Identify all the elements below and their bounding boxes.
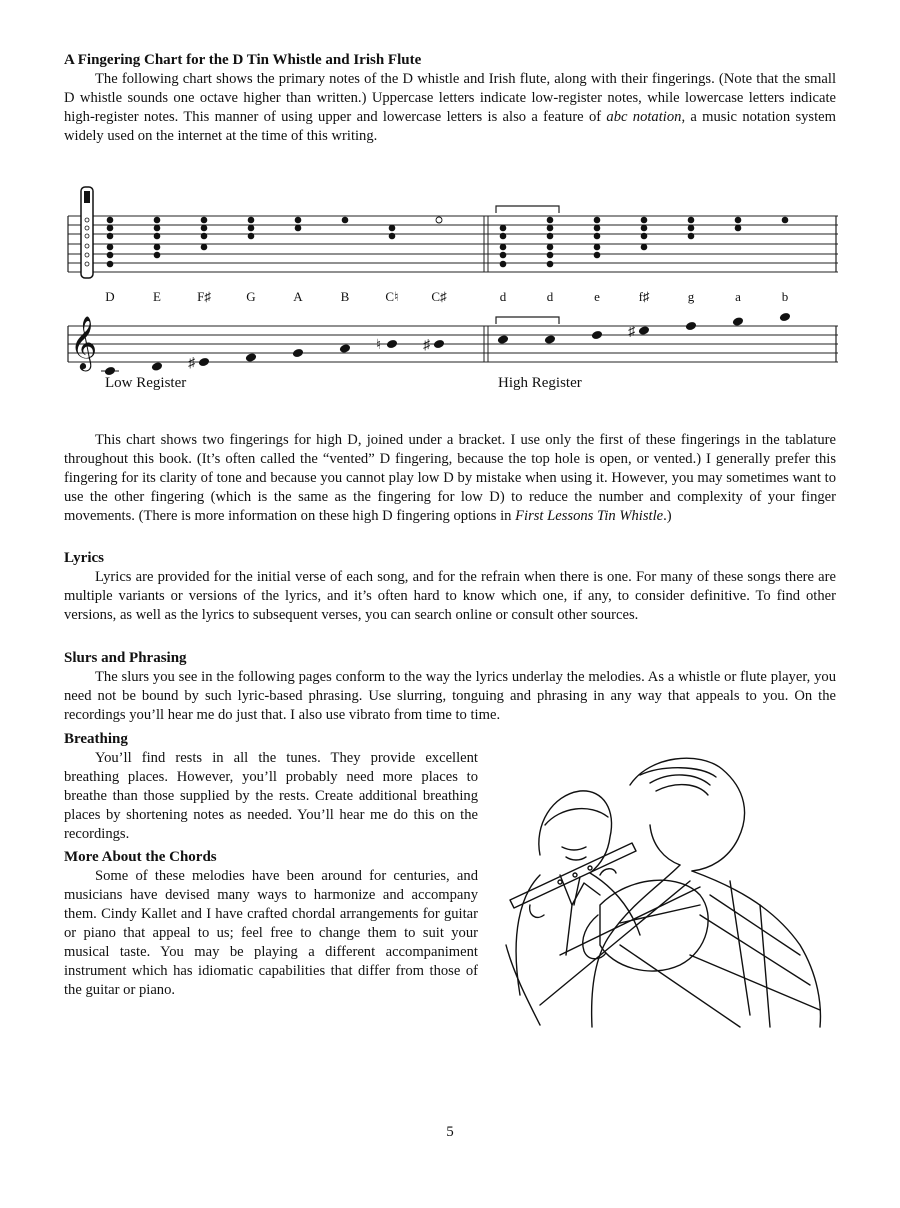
fingering-dot <box>248 225 255 232</box>
note-head <box>433 339 445 350</box>
note-head <box>339 343 351 354</box>
note-head <box>591 330 603 341</box>
fingering-dot <box>154 252 161 259</box>
fingering-dot <box>201 217 208 224</box>
fingering-dot <box>342 217 349 224</box>
note-head <box>198 357 210 368</box>
fingering-dot <box>107 225 114 232</box>
accidental: ♯ <box>188 356 195 371</box>
page-number: 5 <box>446 1124 454 1140</box>
note-label: d <box>546 289 554 304</box>
note-head <box>638 325 650 336</box>
slurs-heading: Slurs and Phrasing <box>64 650 187 666</box>
low-register-label: Low Register <box>105 375 187 391</box>
flutist-hair <box>545 809 608 825</box>
accidental: ♯ <box>628 324 635 340</box>
note-head <box>685 321 697 332</box>
intro-text-a: The following chart shows the primary notes of the D whistle and Irish flute, along with their fingerings. (Note that the small D whistle sounds one octave higher than written.) Uppercase letters indicate low-register notes, while lowercase letters indicate high-register notes. This manner of using upper and lowercase letters is also a feature of <box>64 71 836 125</box>
fingering-dot <box>107 244 114 251</box>
fingering-chart-heading: A Fingering Chart for the D Tin Whistle and Irish Flute <box>64 52 422 68</box>
chords-paragraph: Some of these melodies have been around for centuries, and musicians have devised many ways to harmonize and accompany them. Cindy Kallet and I have crafted chordal arrangements for guitar or piano that appeal to us; feel free to change them to suit your musical taste. You may be playing a different accompaniment instrument which has idiomatic capabilities that differ from those of the guitar or piano. <box>64 868 478 998</box>
note-labels <box>105 289 788 304</box>
fingering-dot <box>735 217 742 224</box>
fingering-dot <box>500 225 507 232</box>
high-d-bracket-staff <box>496 317 559 324</box>
intro-paragraph <box>64 70 836 146</box>
fingering-dot <box>154 233 161 240</box>
fingering-dot <box>201 244 208 251</box>
fingering-dot <box>389 233 396 240</box>
breathing-paragraph: You’ll find rests in all the tunes. They provide excellent breathing places. However, you’ll probably need more places to breathe than those supplied by the rests. Create additional breathing places by shortening notes as needed. You’ll hear me do this on the recordings. <box>64 750 478 842</box>
fingering-dot <box>154 225 161 232</box>
fingering-dot <box>295 225 302 232</box>
fingering-dot <box>107 233 114 240</box>
chords-heading: More About the Chords <box>64 849 217 865</box>
fingering-dot <box>201 233 208 240</box>
fingering-dot <box>389 225 396 232</box>
note-head <box>386 339 398 350</box>
lyrics-paragraph: Lyrics are provided for the initial verse of each song, and for the refrain when there is one. For many of these songs there are multiple variants or versions of the lyrics, and it’s often hard to know which one, if any, to consider definitive. To find other versions, as well as the lyrics to subsequent verses, you can search online or consult other sources. <box>64 569 836 623</box>
fingering-dot <box>641 217 648 224</box>
high-register-label: High Register <box>498 375 582 391</box>
note-label: C♯ <box>431 289 447 304</box>
abc-notation-term: abc notation <box>606 109 682 125</box>
note-head <box>245 352 257 363</box>
accidental: ♮ <box>376 338 382 353</box>
fingering-dot <box>500 252 507 259</box>
note-label: B <box>340 289 350 304</box>
fingering-dot <box>688 233 695 240</box>
fingering-dot <box>547 261 554 268</box>
note-label: E <box>153 289 161 304</box>
fingering-dot <box>201 225 208 232</box>
note-label: b <box>781 289 789 304</box>
fingering-dot <box>154 244 161 251</box>
fingering-dot <box>735 225 742 232</box>
high-d-bracket-tab <box>496 206 559 213</box>
accidental: ♯ <box>423 338 430 353</box>
fingering-dot <box>154 217 161 224</box>
fingering-dot <box>547 217 554 224</box>
lyrics-heading: Lyrics <box>64 550 104 566</box>
note-label: d <box>499 289 507 304</box>
fingering-dot <box>500 261 507 268</box>
fingering-dot <box>594 225 601 232</box>
whistle-icon <box>81 187 93 278</box>
note-head <box>292 348 304 359</box>
fingering-dot <box>594 217 601 224</box>
slurs-paragraph: The slurs you see in the following pages conform to the way the lyrics underlay the melodies. As a whistle or flute player, you need not be bound by such lyric-based phrasing. Use slurring, tonguing and phrasing in any way that appeals to you. On the recordings you’ll hear me do just that. I also use vibrato from time to time. <box>64 669 836 723</box>
fingering-dot <box>248 217 255 224</box>
intro-text-b: , a music notation system widely used on the internet at the time of this writing. <box>64 109 836 144</box>
note-head <box>779 312 791 323</box>
high-d-paragraph <box>64 431 836 526</box>
fingering-dot <box>594 244 601 251</box>
fingering-chart <box>60 180 840 395</box>
note-label: e <box>594 289 600 304</box>
note-label: A <box>293 289 303 304</box>
note-head <box>151 361 163 372</box>
fingering-dot <box>248 233 255 240</box>
fingering-dot <box>500 244 507 251</box>
fingering-dot <box>688 217 695 224</box>
fingering-dot <box>107 252 114 259</box>
fingering-dot <box>295 217 302 224</box>
fingering-dot <box>782 217 789 224</box>
fingering-dot <box>547 233 554 240</box>
fingering-dot <box>107 261 114 268</box>
note-label: a <box>735 289 741 304</box>
book-title: First Lessons Tin Whistle <box>515 508 664 524</box>
fingering-dot <box>641 244 648 251</box>
note-head <box>497 334 509 345</box>
high-d-text-a: This chart shows two fingerings for high D, joined under a bracket. I use only the first of these fingerings in the tablature throughout this book. (It’s often called the “vented” D fingering, because the top hole is open, or vented.) I generally prefer this fingering for its clarity of tone and because you cannot play low D by mistake when using it. However, you may sometimes want to use the other fingering (which is the same as the fingering for low D) to reduce the number and complexity of your finger movements. (There is more information on these high D fingering options in <box>64 432 836 524</box>
fingering-dot <box>641 225 648 232</box>
fingering-dot <box>107 217 114 224</box>
treble-clef-icon: 𝄞 <box>70 317 98 368</box>
note-head <box>732 316 744 327</box>
tab-staff <box>68 216 838 272</box>
fingering-dot <box>594 252 601 259</box>
fingering-dot <box>547 244 554 251</box>
open-fingering-marker <box>436 217 442 223</box>
breathing-heading: Breathing <box>64 731 128 747</box>
flutist-shoulder <box>516 875 540 995</box>
fiddler-shirt <box>692 871 820 1027</box>
note-label: f♯ <box>638 289 650 304</box>
fingering-dot <box>547 225 554 232</box>
musicians-illustration <box>500 755 830 1030</box>
fingering-dot <box>688 225 695 232</box>
music-staff <box>68 326 838 362</box>
note-label: G <box>246 289 256 304</box>
high-d-text-b: .) <box>663 508 672 524</box>
note-label: g <box>687 289 695 304</box>
note-label: C♮ <box>385 289 399 304</box>
fingering-dot <box>500 233 507 240</box>
note-head <box>544 334 556 345</box>
fingering-dot <box>594 233 601 240</box>
bow-icon <box>540 881 690 1005</box>
fingering-dots <box>107 217 789 268</box>
fingering-dot <box>641 233 648 240</box>
note-label: D <box>105 289 115 304</box>
fingering-dot <box>547 252 554 259</box>
note-label: F♯ <box>197 289 211 304</box>
